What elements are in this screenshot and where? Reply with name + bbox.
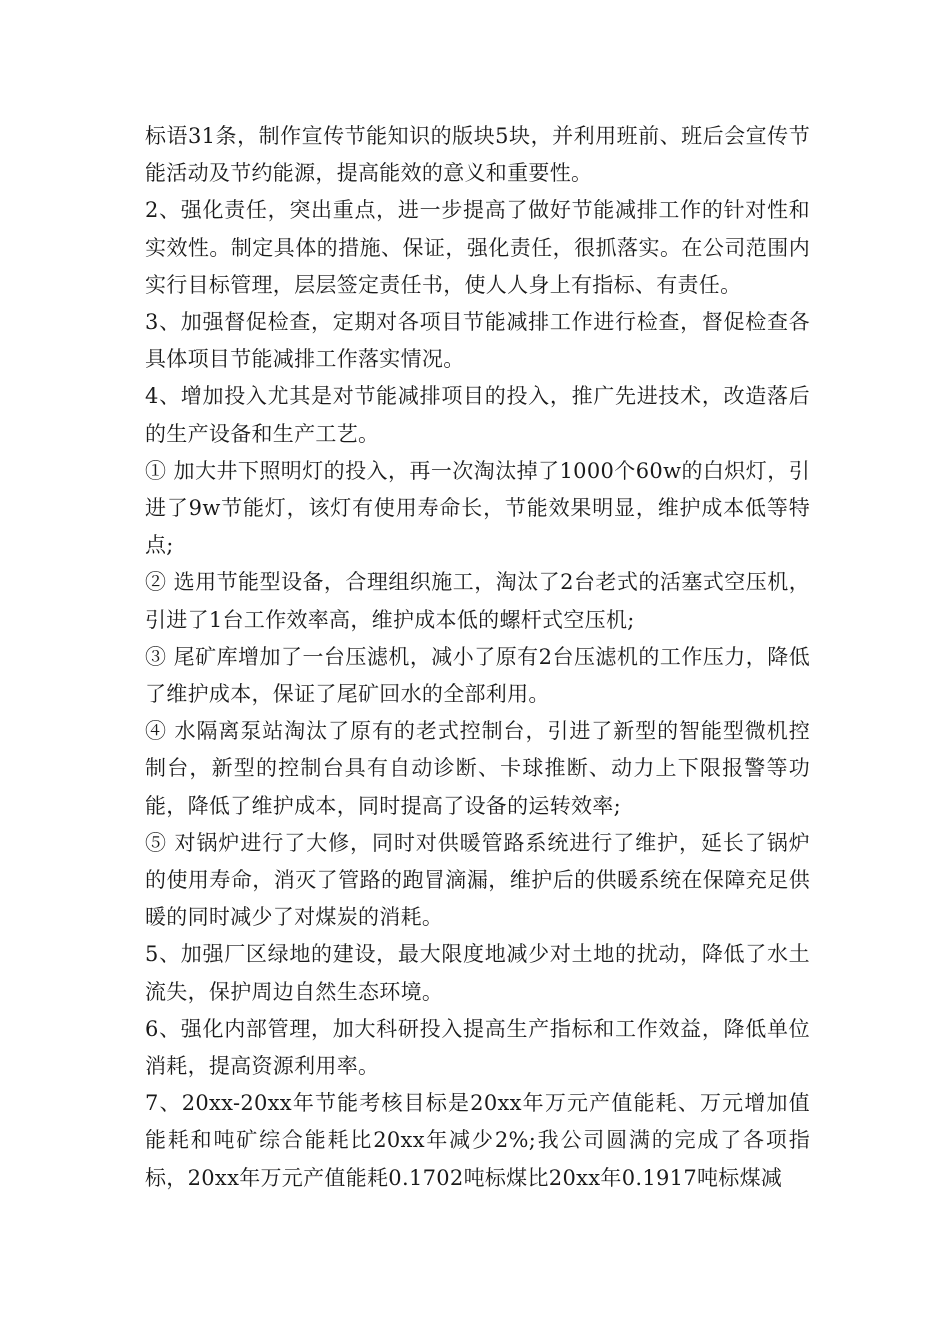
paragraph-item-4-investment: 4、增加投入尤其是对节能减排项目的投入，推广先进技术，改造落后的生产设备和生产工艺。 — [145, 384, 810, 446]
paragraph-item-3-inspection: 3、加强督促检查，定期对各项目节能减排工作进行检查，督促检查各具体项目节能减排工作落实情况。 — [145, 310, 810, 372]
paragraph-item-7-targets: 7、20xx-20xx年节能考核目标是20xx年万元产值能耗、万元增加值能耗和吨矿综合能耗比20xx年减少2%;我公司圆满的完成了各项指标，20xx年万元产值能耗0.1702吨标煤比20xx年0.1917吨标煤减 — [145, 1091, 810, 1190]
paragraph-sub-1-lighting: ① 加大井下照明灯的投入，再一次淘汰掉了1000个60w的白炽灯，引进了9w节能灯，该灯有使用寿命长，节能效果明显，维护成本低等特点; — [145, 458, 810, 558]
paragraph-sub-5-boiler: ⑤ 对锅炉进行了大修，同时对供暖管路系统进行了维护，延长了锅炉的使用寿命，消灭了管路的跑冒滴漏，维护后的供暖系统在保障充足供暖的同时减少了对煤炭的消耗。 — [145, 830, 810, 930]
paragraph-item-5-greening: 5、加强厂区绿地的建设，最大限度地减少对土地的扰动，降低了水土流失，保护周边自然生态环境。 — [145, 942, 810, 1004]
paragraph-item-2-responsibility: 2、强化责任，突出重点，进一步提高了做好节能减排工作的针对性和实效性。制定具体的措施、保证，强化责任，很抓落实。在公司范围内实行目标管理，层层签定责任书，使人人身上有指标、有责任。 — [145, 198, 810, 297]
paragraph-sub-2-compressor: ② 选用节能型设备，合理组织施工，淘汰了2台老式的活塞式空压机，引进了1台工作效率高，维护成本低的螺杆式空压机; — [145, 570, 810, 632]
paragraph-publicity: 标语31条，制作宣传节能知识的版块5块，并利用班前、班后会宣传节能活动及节约能源，提高能效的意义和重要性。 — [145, 124, 810, 186]
paragraph-sub-3-filter-press: ③ 尾矿库增加了一台压滤机，减小了原有2台压滤机的工作压力，降低了维护成本，保证了尾矿回水的全部利用。 — [145, 644, 810, 707]
paragraph-sub-4-control-console: ④ 水隔离泵站淘汰了原有的老式控制台，引进了新型的智能型微机控制台，新型的控制台具有自动诊断、卡球推断、动力上下限报警等功能，降低了维护成本，同时提高了设备的运转效率; — [145, 719, 810, 818]
document-body — [145, 118, 810, 1197]
paragraph-item-6-management: 6、强化内部管理，加大科研投入提高生产指标和工作效益，降低单位消耗，提高资源利用率。 — [145, 1016, 810, 1079]
